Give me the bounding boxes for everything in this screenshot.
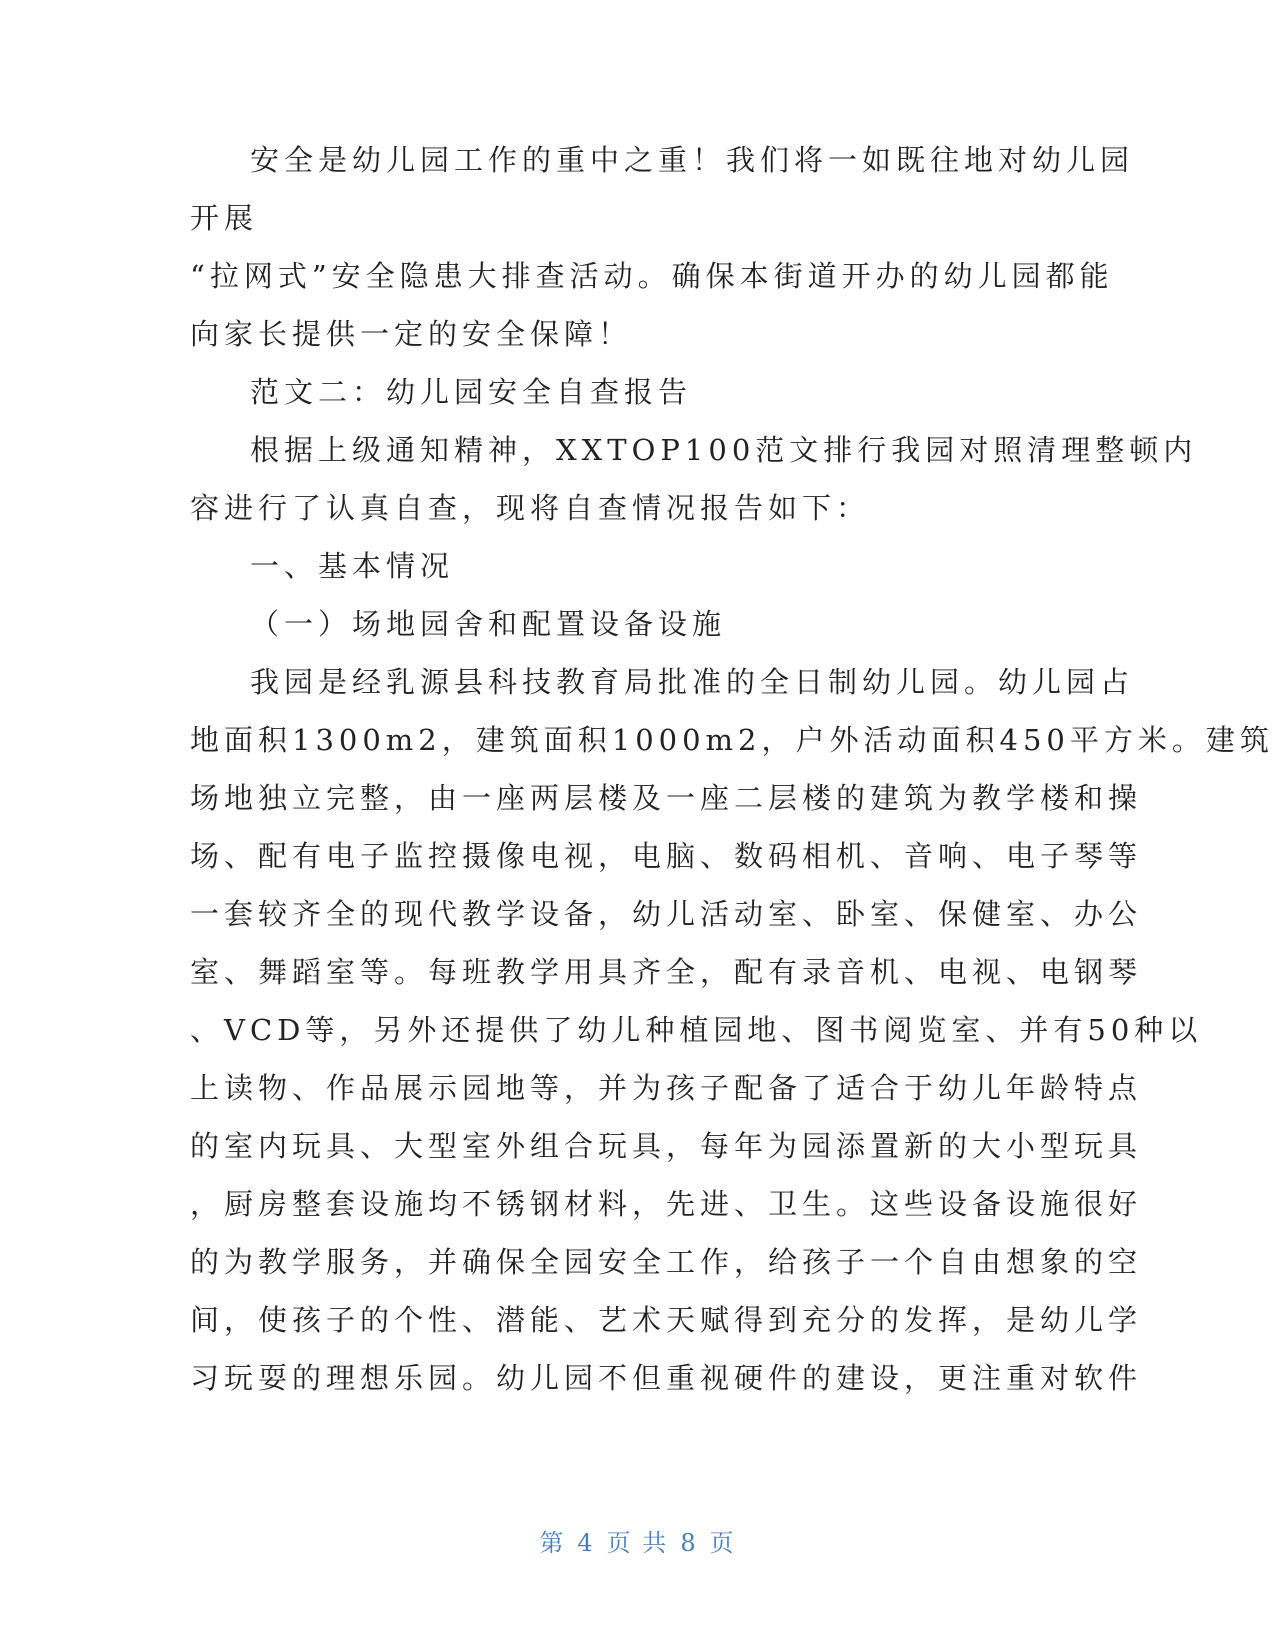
text-line: 我园是经乳源县科技教育局批准的全日制幼儿园。幼儿园占 [250, 665, 1135, 699]
footer-suffix: 页 [709, 1529, 736, 1557]
text-line: 的为教学服务，并确保全园安全工作，给孩子一个自由想象的空 [190, 1245, 1143, 1279]
text-line: 的室内玩具、大型室外组合玩具，每年为园添置新的大小型玩具 [190, 1129, 1143, 1163]
text-line: “拉网式”安全隐患大排查活动。确保本街道开办的幼儿园都能 [190, 259, 1114, 293]
text-line: 安全是幼儿园工作的重中之重！我们将一如既往地对幼儿园 [250, 143, 1135, 177]
footer-middle: 页 共 [606, 1529, 669, 1557]
text-line: 、VCD等，另外还提供了幼儿种植园地、图书阅览室、并有50种以 [190, 1013, 1203, 1047]
text-line: 习玩耍的理想乐园。幼儿园不但重视硬件的建设，更注重对软件 [190, 1361, 1143, 1395]
text-line: 向家长提供一定的安全保障！ [190, 317, 633, 351]
text-line: 容进行了认真自查，现将自查情况报告如下： [190, 491, 871, 525]
text-line: 开展 [190, 201, 259, 235]
text-line: 场地独立完整，由一座两层楼及一座二层楼的建筑为教学楼和操 [190, 781, 1143, 815]
subsection-heading: 一、基本情况 [250, 549, 455, 583]
footer-page-number: 4 [577, 1529, 595, 1557]
footer-total-pages: 8 [680, 1529, 698, 1557]
text-line: 地面积1300m2，建筑面积1000m2，户外活动面积450平方米。建筑 [190, 723, 1274, 757]
text-line: ，厨房整套设施均不锈钢材料，先进、卫生。这些设备设施很好 [190, 1187, 1143, 1221]
text-line: 场、配有电子监控摄像电视，电脑、数码相机、音响、电子琴等 [190, 839, 1143, 873]
page-footer [0, 1528, 1275, 1558]
footer-prefix: 第 [539, 1529, 566, 1557]
section-heading: 范文二：幼儿园安全自查报告 [250, 375, 693, 409]
subsection-heading: （一）场地园舍和配置设备设施 [250, 607, 727, 641]
text-line: 室、舞蹈室等。每班教学用具齐全，配有录音机、电视、电钢琴 [190, 955, 1143, 989]
text-line: 根据上级通知精神，XXTOP100范文排行我园对照清理整顿内 [250, 433, 1198, 467]
text-line: 上读物、作品展示园地等，并为孩子配备了适合于幼儿年龄特点 [190, 1071, 1143, 1105]
text-line: 间，使孩子的个性、潜能、艺术天赋得到充分的发挥，是幼儿学 [190, 1303, 1143, 1337]
text-line: 一套较齐全的现代教学设备，幼儿活动室、卧室、保健室、办公 [190, 897, 1143, 931]
